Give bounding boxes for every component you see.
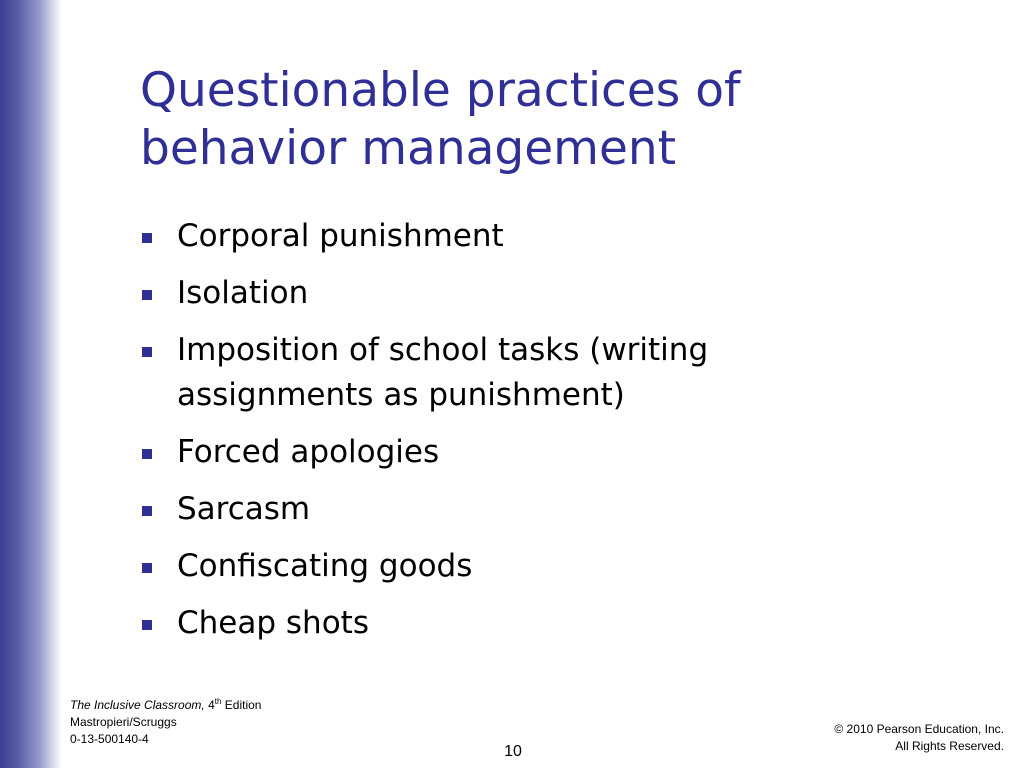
square-bullet-icon	[142, 620, 152, 630]
footer-edition-word: Edition	[224, 698, 262, 712]
bullet-item-cheap-shots	[140, 601, 840, 646]
footer-authors: Mastropieri/Scruggs	[70, 715, 177, 729]
bullet-item-corporal-punishment	[140, 214, 840, 259]
footer-book-title: The Inclusive Classroom,	[70, 698, 205, 712]
bullet-text: Sarcasm	[177, 491, 311, 527]
bullet-text: Corporal punishment	[177, 218, 504, 254]
footer-book-title-line	[70, 697, 261, 714]
footer-copyright: © 2010 Pearson Education, Inc.	[834, 722, 1004, 736]
footer-book-info	[70, 697, 261, 748]
square-bullet-icon	[142, 347, 152, 357]
square-bullet-icon	[142, 506, 152, 516]
square-bullet-icon	[142, 563, 152, 573]
square-bullet-icon	[142, 449, 152, 459]
bullet-item-imposition-of-school-tasks	[140, 328, 840, 418]
square-bullet-icon	[142, 290, 152, 300]
slide-title-line-1: Questionable practices of	[140, 63, 741, 118]
footer-edition-number: 4	[208, 698, 215, 712]
slide-title-line-2: behavior management	[140, 121, 677, 176]
footer-edition-suffix: th	[214, 697, 222, 706]
footer-copyright-block	[834, 721, 1004, 755]
bullet-text: Confiscating goods	[177, 548, 473, 584]
footer-rights: All Rights Reserved.	[895, 739, 1004, 753]
bullet-list	[140, 214, 840, 658]
slide-title	[140, 62, 960, 178]
bullet-item-isolation	[140, 271, 840, 316]
bullet-text: Forced apologies	[177, 434, 440, 470]
bullet-item-forced-apologies	[140, 430, 840, 475]
square-bullet-icon	[142, 233, 152, 243]
bullet-item-confiscating-goods	[140, 544, 840, 589]
page-number: 10	[504, 743, 522, 760]
bullet-text: Isolation	[177, 275, 309, 311]
bullet-text: Imposition of school tasks (writing assignments as punishment)	[177, 332, 709, 413]
side-gradient-band	[0, 0, 62, 768]
bullet-item-sarcasm	[140, 487, 840, 532]
bullet-text: Cheap shots	[177, 605, 369, 641]
footer-isbn: 0-13-500140-4	[70, 732, 149, 746]
